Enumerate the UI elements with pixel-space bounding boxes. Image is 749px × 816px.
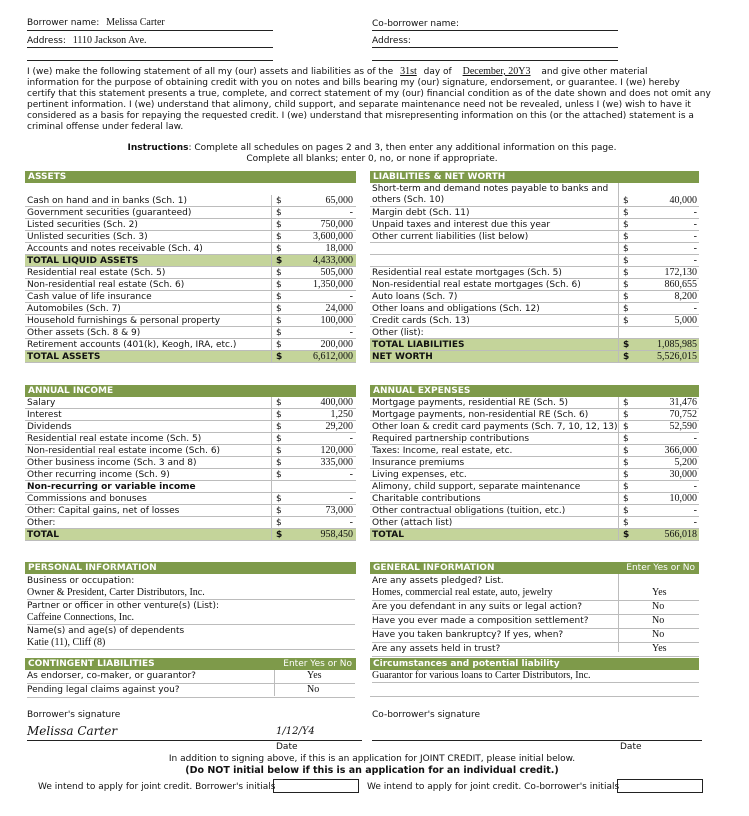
asset-label: Other assets (Sch. 8 & 9) [27,328,141,338]
dependents-value[interactable]: Katie (11), Cliff (8) [27,637,355,650]
asset-row [25,291,356,303]
borrower-signature-date[interactable]: 1/12/Y4 [276,726,315,737]
asset-dollar-sign: $ [276,208,282,218]
income-label: Other recurring income (Sch. 9) [27,470,170,480]
asset-label: Non-residential real estate (Sch. 6) [27,280,185,290]
income-dollar-sign: $ [276,506,282,516]
borrower-initials-box[interactable] [273,779,359,793]
general-q5: Are any assets held in trust? [372,644,501,654]
liability-dollar-sign: $ [623,220,629,230]
statement-line-4: pertinent information. I (we) understand that alimony, child support, and separate maintenance need not be revealed, unless I (we) wish to have it [27,100,691,110]
expense-label: Mortgage payments, non-residential RE (Sch. 6) [372,410,589,420]
liability-value[interactable]: - [693,303,697,314]
borrower-name-value[interactable]: Melissa Carter [106,17,165,28]
asset-value[interactable]: 18,000 [325,243,353,254]
borrower-name-label: Borrower name: [27,18,100,28]
statement-line-6: criminal offense under federal law. [27,122,184,132]
borrower-signature[interactable]: Melissa Carter [27,724,118,738]
coborrower-name-line[interactable] [372,30,618,31]
liability-dollar-sign: $ [623,280,629,290]
liability-row [370,315,699,327]
circumstances-blank-line[interactable] [370,683,699,697]
general-q3: Have you ever made a composition settlement? [372,616,589,626]
statement-line-3: certify that this statement presents a true, complete, and correct statement of my (our) financial condition as of the date shown and does not omit any [27,89,711,99]
income-label: Non-residential real estate income (Sch. 6) [27,446,221,456]
instructions [27,143,717,165]
expense-row [370,469,699,481]
personal-info-section [27,575,355,650]
expense-dollar-sign: $ [623,506,629,516]
liability-value[interactable]: 172,130 [664,267,697,278]
general-a2[interactable]: No [652,601,665,612]
borrower-address-value[interactable]: 1110 Jackson Ave. [72,35,147,46]
statement-line-2: information for the purpose of obtaining credit with you on notes and bills bearing my (our) signature, endorsement, or guarantee. I (we) hereby [27,78,680,88]
income-dollar-sign: $ [276,530,283,540]
coborrower-address-line[interactable] [372,47,618,48]
income-row [25,397,356,409]
expense-label: TOTAL [372,530,404,540]
liability-dollar-sign: $ [623,292,629,302]
general-info-section [372,575,699,657]
expense-row [370,397,699,409]
income-row [25,493,356,505]
borrower-signature-line [27,740,362,741]
income-header: ANNUAL INCOME [25,385,356,397]
liability-dollar-sign: $ [623,316,629,326]
general-q1-detail[interactable]: Homes, commercial real estate, auto, jewelry [372,587,553,598]
income-dollar-sign: $ [276,446,282,456]
asset-row [25,327,356,339]
statement-paragraph [27,66,717,133]
borrower-address-label: Address: [27,36,66,46]
assets-header: ASSETS [25,171,356,183]
liability-value[interactable]: - [693,207,697,218]
liability-label: Non-residential real estate mortgages (Sch. 6) [372,280,581,290]
general-info-header: GENERAL INFORMATION Enter Yes or No [370,562,699,574]
liability-label: Margin debt (Sch. 11) [372,208,470,218]
asset-value[interactable]: 24,000 [325,303,353,314]
income-label: Other: [27,518,56,528]
income-label: Salary [27,398,56,408]
business-value[interactable]: Owner & President, Carter Distributors, Inc. [27,587,355,600]
contingent-a2[interactable]: No [307,684,320,695]
income-dollar-sign: $ [276,458,282,468]
asset-label: TOTAL ASSETS [27,352,101,362]
asset-value[interactable]: 100,000 [320,315,353,326]
asset-label: Cash value of life insurance [27,292,152,302]
contingent-q2: Pending legal claims against you? [27,685,180,695]
income-value[interactable]: 1,250 [330,409,353,420]
coborrower-name-label: Co-borrower name: [372,19,459,29]
liability-row [370,267,699,279]
asset-label: Automobiles (Sch. 7) [27,304,121,314]
expense-row [370,409,699,421]
general-a5[interactable]: Yes [652,643,667,654]
expense-value[interactable]: 31,476 [669,397,697,408]
asset-label: Accounts and notes receivable (Sch. 4) [27,244,203,254]
liability-row [370,327,699,339]
expense-value[interactable]: - [693,505,697,516]
expense-dollar-sign: $ [623,494,629,504]
expense-label: Taxes: Income, real estate, etc. [372,446,513,456]
asset-dollar-sign: $ [276,316,282,326]
contingent-col-hint: Enter Yes or No [283,659,352,669]
liability-value[interactable]: 8,200 [674,291,697,302]
liability-row [370,231,699,243]
borrower-name-row [27,17,165,28]
asset-dollar-sign: $ [276,328,282,338]
income-value[interactable]: - [349,517,353,528]
income-label: Other business income (Sch. 3 and 8) [27,458,197,468]
liability-label: Short-term and demand notes payable to banks and others (Sch. 10) [372,184,609,205]
asset-label: Retirement accounts (401(k), Keogh, IRA, etc.) [27,340,237,350]
asset-dollar-sign: $ [276,220,282,230]
income-label: Interest [27,410,62,420]
statement-text-2: day of [423,67,452,77]
liability-label: Other current liabilities (list below) [372,232,529,242]
dependents-label: Name(s) and age(s) of dependents [27,626,185,636]
joint-credit-line-2: (Do NOT initial below if this is an application for an individual credit.) [185,765,559,776]
asset-label: Household furnishings & personal property [27,316,221,326]
instructions-line-2: Complete all blanks; enter 0, no, or none if appropriate. [246,154,498,164]
liability-dollar-sign: $ [623,256,629,266]
asset-row [25,267,356,279]
asset-value[interactable]: - [349,327,353,338]
liability-row [370,339,699,351]
general-a4[interactable]: No [652,629,665,640]
liabilities-header: LIABILITIES & NET WORTH [370,171,699,183]
statement-text-1: I (we) make the following statement of all my (our) assets and liabilities as of the [27,67,394,77]
expense-label: Charitable contributions [372,494,481,504]
expense-row [370,433,699,445]
liability-label: Other (list): [372,328,424,338]
expense-dollar-sign: $ [623,398,629,408]
income-value[interactable]: 335,000 [320,457,353,468]
liability-row [370,291,699,303]
general-q2: Are you defendant in any suits or legal action? [372,602,583,612]
coborrower-initials-label: We intend to apply for joint credit. Co-borrower's initials [367,782,620,792]
coborrower-signature-label: Co-borrower's signature [372,710,480,720]
liability-dollar-sign: $ [623,304,629,314]
statement-line-5: considered as a basis for repaying the requested credit. I (we) understand that misrepresenting information on this (or the attached) statement is a [27,111,694,121]
expense-label: Mortgage payments, residential RE (Sch. 5) [372,398,569,408]
coborrower-date-label: Date [620,742,642,752]
expense-value[interactable]: - [693,517,697,528]
business-label: Business or occupation: [27,576,135,586]
liability-dollar-sign: $ [623,244,629,254]
asset-label: Residential real estate (Sch. 5) [27,268,166,278]
liability-row [370,207,699,219]
expense-column-divider [618,397,619,541]
asset-row [25,315,356,327]
asset-row [25,231,356,243]
coborrower-signature-line[interactable] [372,740,702,741]
income-dollar-sign: $ [276,518,282,528]
income-value[interactable]: - [349,493,353,504]
general-q1: Are any assets pledged? List. [372,576,504,586]
asset-dollar-sign: $ [276,256,283,266]
expense-dollar-sign: $ [623,470,629,480]
liability-row [370,279,699,291]
asset-label: Cash on hand and in banks (Sch. 1) [27,196,188,206]
income-dollar-sign: $ [276,398,282,408]
expense-label: Alimony, child support, separate maintenance [372,482,581,492]
income-label: Commissions and bonuses [27,494,147,504]
asset-row [25,351,356,363]
asset-dollar-sign: $ [276,232,282,242]
expense-value[interactable]: 566,018 [664,529,697,540]
asset-value[interactable]: 200,000 [320,339,353,350]
expense-value[interactable]: - [693,481,697,492]
liability-row [370,243,699,255]
asset-row [25,279,356,291]
expense-value[interactable]: 5,200 [674,457,697,468]
statement-month-year[interactable]: December, 20Y3 [462,66,531,77]
asset-dollar-sign: $ [276,340,282,350]
expense-label: Insurance premiums [372,458,465,468]
liability-label: Auto loans (Sch. 7) [372,292,458,302]
asset-value[interactable]: - [349,207,353,218]
expense-dollar-sign: $ [623,410,629,420]
expense-dollar-sign: $ [623,434,629,444]
asset-row [25,219,356,231]
asset-dollar-sign: $ [276,352,283,362]
income-value[interactable]: 29,200 [325,421,353,432]
liability-label: Other loans and obligations (Sch. 12) [372,304,540,314]
expense-value[interactable]: 70,752 [669,409,697,420]
joint-credit-line-1: In addition to signing above, if this is an application for JOINT CREDIT, please initial below. [168,754,576,764]
asset-row [25,303,356,315]
income-row [25,481,356,493]
income-label: Other: Capital gains, net of losses [27,506,180,516]
asset-label: Unlisted securities (Sch. 3) [27,232,148,242]
expense-label: Living expenses, etc. [372,470,467,480]
asset-label: Listed securities (Sch. 2) [27,220,138,230]
expense-row [370,421,699,433]
income-value[interactable]: - [349,433,353,444]
expense-row [370,493,699,505]
liability-dollar-sign: $ [623,340,630,350]
coborrower-initials-box[interactable] [617,779,703,793]
liability-value[interactable]: 40,000 [669,195,697,206]
expense-value[interactable]: - [693,433,697,444]
income-row [25,421,356,433]
statement-day[interactable]: 31st [400,66,417,77]
liability-value[interactable]: - [693,231,697,242]
borrower-address-line-2 [27,60,273,61]
circumstances-text[interactable]: Guarantor for various loans to Carter Distributors, Inc. [372,670,699,683]
expense-row [370,445,699,457]
expense-value[interactable]: 366,000 [664,445,697,456]
asset-value[interactable]: 750,000 [320,219,353,230]
asset-row [25,255,356,267]
asset-value[interactable]: 1,350,000 [313,279,353,290]
expense-label: Other (attach list) [372,518,453,528]
liability-dollar-sign: $ [623,208,629,218]
borrower-date-label: Date [276,742,298,752]
asset-dollar-sign: $ [276,268,282,278]
liability-dollar-sign: $ [623,352,630,362]
general-info-col-hint: Enter Yes or No [626,563,695,573]
asset-value[interactable]: 65,000 [325,195,353,206]
liability-row [370,351,699,363]
liability-row [370,183,699,207]
liability-label: Residential real estate mortgages (Sch. 5) [372,268,562,278]
circumstances-header: Circumstances and potential liability [370,658,699,670]
expense-row [370,481,699,493]
income-row [25,505,356,517]
expense-value[interactable]: 10,000 [669,493,697,504]
asset-dollar-sign: $ [276,196,282,206]
asset-value[interactable]: 4,433,000 [313,255,353,266]
personal-info-header: PERSONAL INFORMATION [25,562,356,574]
liability-row [370,255,699,267]
instructions-title: Instructions [127,143,189,153]
asset-value[interactable]: 505,000 [320,267,353,278]
expense-value[interactable]: 30,000 [669,469,697,480]
statement-text-3: and give other material [541,67,648,77]
contingent-q1: As endorser, co-maker, or guarantor? [27,671,196,681]
income-dollar-sign: $ [276,410,282,420]
liability-row [370,219,699,231]
general-q4: Have you taken bankruptcy? If yes, when? [372,630,564,640]
asset-row [25,339,356,351]
borrower-address-row [27,35,147,46]
income-column-divider [271,397,272,541]
borrower-initials-label: We intend to apply for joint credit. Borrower's initials [38,782,276,792]
contingent-section [27,670,355,698]
liability-value[interactable]: 1,085,985 [657,339,697,350]
asset-dollar-sign: $ [276,244,282,254]
expense-value[interactable]: 52,590 [669,421,697,432]
expense-row [370,505,699,517]
expense-dollar-sign: $ [623,446,629,456]
contingent-a1[interactable]: Yes [307,670,322,681]
expense-label: Other contractual obligations (tuition, etc.) [372,506,566,516]
income-label: Non-recurring or variable income [27,482,196,492]
liability-dollar-sign: $ [623,268,629,278]
income-row [25,409,356,421]
income-value[interactable]: - [349,469,353,480]
income-row [25,469,356,481]
liability-value[interactable]: 860,655 [664,279,697,290]
asset-dollar-sign: $ [276,304,282,314]
income-row [25,529,356,541]
expense-row [370,457,699,469]
income-row [25,517,356,529]
coborrower-address-label: Address: [372,36,411,46]
liability-value[interactable]: 5,000 [674,315,697,326]
expense-row [370,517,699,529]
liability-value[interactable]: - [693,255,697,266]
liability-value[interactable]: - [693,219,697,230]
income-label: Dividends [27,422,72,432]
expenses-header: ANNUAL EXPENSES [370,385,699,397]
liability-dollar-sign: $ [623,232,629,242]
income-dollar-sign: $ [276,422,282,432]
asset-value[interactable]: 6,612,000 [313,351,353,362]
general-a3[interactable]: No [652,615,665,626]
income-label: TOTAL [27,530,59,540]
liability-dollar-sign: $ [623,196,629,206]
expense-dollar-sign: $ [623,518,629,528]
asset-label: Government securities (guaranteed) [27,208,192,218]
borrower-name-line [27,30,273,31]
asset-value[interactable]: - [349,291,353,302]
expense-dollar-sign: $ [623,458,629,468]
expense-label: Required partnership contributions [372,434,530,444]
liability-value[interactable]: - [693,243,697,254]
income-row [25,433,356,445]
expense-dollar-sign: $ [623,422,629,432]
liability-label: Unpaid taxes and interest due this year [372,220,551,230]
income-value[interactable]: 958,450 [320,529,353,540]
liability-row [370,303,699,315]
partner-value[interactable]: Caffeine Connections, Inc. [27,612,355,625]
asset-row [25,195,356,207]
general-a1[interactable]: Yes [652,587,667,598]
borrower-signature-label: Borrower's signature [27,710,121,720]
borrower-address-line [27,47,273,48]
asset-dollar-sign: $ [276,292,282,302]
asset-dollar-sign: $ [276,280,282,290]
liability-label: NET WORTH [372,352,433,362]
coborrower-address-line-2 [372,60,618,61]
income-dollar-sign: $ [276,494,282,504]
asset-column-divider [271,195,272,363]
liability-value[interactable]: 5,526,015 [657,351,697,362]
income-dollar-sign: $ [276,470,282,480]
instructions-line-1: : Complete all schedules on pages 2 and 3, then enter any additional information on this page. [188,143,617,153]
income-value[interactable]: 73,000 [325,505,353,516]
partner-label: Partner or officer in other venture(s) (List): [27,601,219,611]
joint-credit-notice [27,753,717,777]
income-value[interactable]: 400,000 [320,397,353,408]
expense-row [370,529,699,541]
income-dollar-sign: $ [276,434,282,444]
expense-label: Other loan & credit card payments (Sch. 7, 10, 12, 13) [372,422,618,432]
asset-label: TOTAL LIQUID ASSETS [27,256,139,266]
asset-row [25,243,356,255]
income-row [25,457,356,469]
income-value[interactable]: 120,000 [320,445,353,456]
expense-dollar-sign: $ [623,530,630,540]
asset-row [25,207,356,219]
liability-label: TOTAL LIABILITIES [372,340,465,350]
expense-dollar-sign: $ [623,482,629,492]
liability-label: Credit cards (Sch. 13) [372,316,470,326]
income-label: Residential real estate income (Sch. 5) [27,434,202,444]
asset-value[interactable]: 3,600,000 [313,231,353,242]
income-row [25,445,356,457]
liability-column-divider [618,183,619,363]
contingent-header: CONTINGENT LIABILITIES Enter Yes or No [25,658,356,670]
